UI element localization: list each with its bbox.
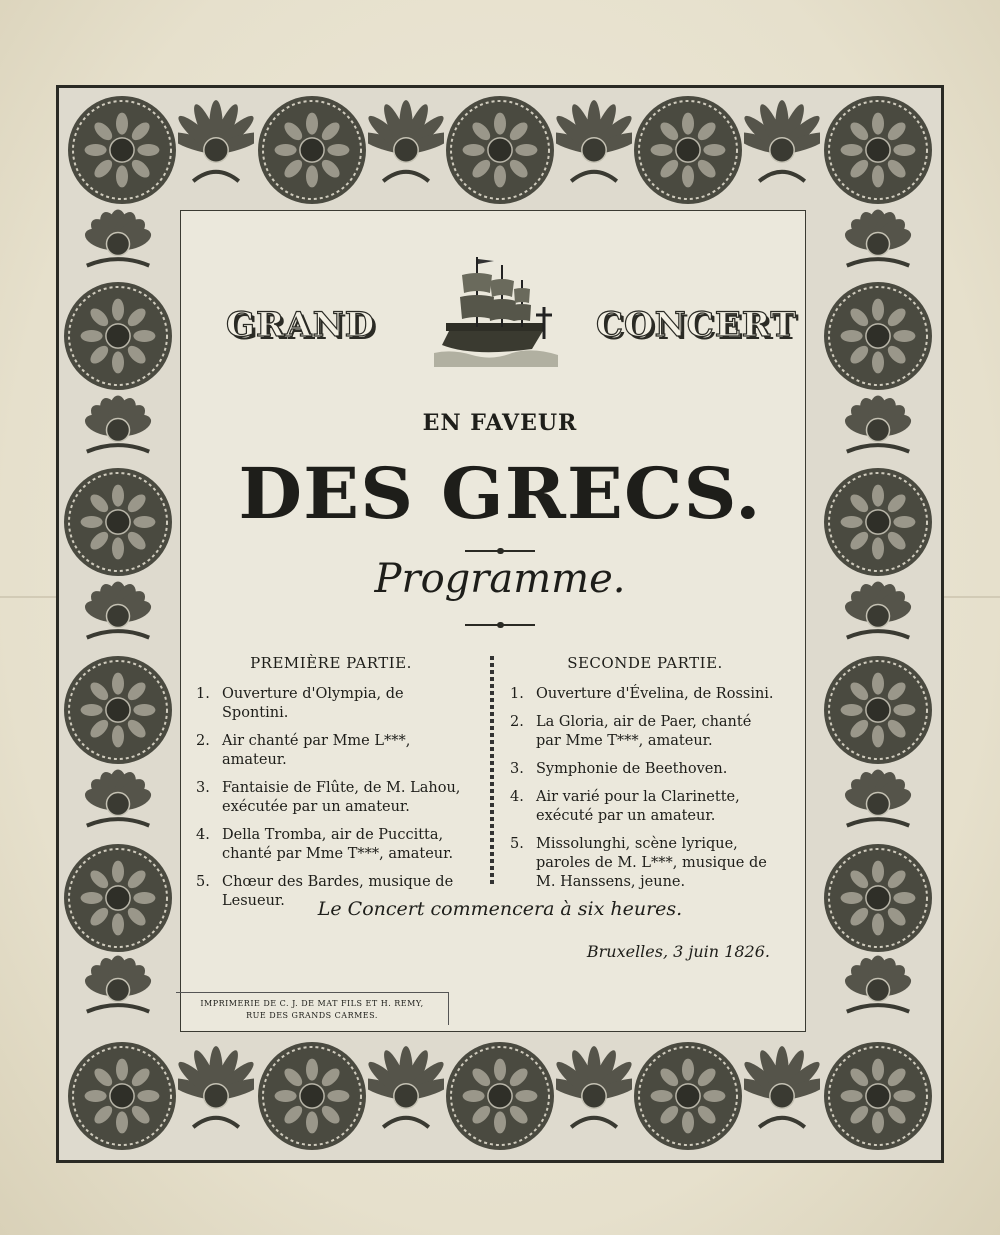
rosette-ornament (63, 655, 173, 765)
palmette-ornament (826, 208, 930, 280)
rosette-ornament (823, 1041, 933, 1151)
title-concert: CONCERT (596, 305, 797, 345)
start-time-note: Le Concert commencera à six heures. (317, 898, 683, 920)
headline-des-grecs: DES GRECS. (238, 452, 762, 535)
rosette-ornament (823, 95, 933, 205)
program-item: 5. Chœur des Bardes, musique de Lesueur. (196, 874, 454, 909)
program-item: 3. Symphonie de Beethoven. (510, 761, 728, 777)
programme-heading: Programme. (374, 556, 626, 602)
rosette-ornament (823, 655, 933, 765)
rosette-ornament (633, 1041, 743, 1151)
program-item: 4. Della Tromba, air de Puccitta, chanté par Mme T***, amateur. (196, 827, 454, 862)
place-date: Bruxelles, 3 juin 1826. (586, 942, 770, 961)
palmette-ornament (178, 98, 254, 202)
rosette-ornament (633, 95, 743, 205)
palmette-ornament (66, 208, 170, 280)
rosette-ornament (67, 95, 177, 205)
palmette-ornament (66, 768, 170, 840)
column-divider (487, 656, 497, 884)
program-item: 4. Air varié pour la Clarinette, exécuté par un amateur. (510, 789, 740, 824)
program-item: 1. Ouverture d'Olympia, de Spontini. (196, 686, 404, 721)
palmette-ornament (556, 98, 632, 202)
palmette-ornament (556, 1044, 632, 1148)
palmette-ornament (178, 1044, 254, 1148)
divider-rule (465, 550, 535, 552)
ship-vignette (432, 245, 562, 384)
seconde-partie (510, 654, 780, 901)
rosette-ornament (445, 1041, 555, 1151)
palmette-ornament (744, 98, 820, 202)
palmette-ornament (368, 1044, 444, 1148)
palmette-ornament (826, 954, 930, 1026)
program-item: 3. Fantaisie de Flûte, de M. Lahou, exécutée par un amateur. (196, 780, 461, 815)
imprint-line: IMPRIMERIE DE C. J. DE MAT FILS ET H. REMY, (200, 999, 424, 1008)
program-item: 1. Ouverture d'Évelina, de Rossini. (510, 686, 774, 702)
palmette-ornament (744, 1044, 820, 1148)
program-item: 5. Missolunghi, scène lyrique, paroles de M. L***, musique de M. Hanssens, jeune. (510, 836, 767, 890)
part-heading: PREMIÈRE PARTIE. (250, 654, 412, 672)
subtitle-en-faveur: EN FAVEUR (422, 410, 578, 436)
rosette-ornament (257, 1041, 367, 1151)
rosette-ornament (823, 281, 933, 391)
divider-rule (465, 624, 535, 626)
printer-imprint (176, 998, 448, 1022)
ship-icon (432, 245, 562, 380)
rosette-ornament (257, 95, 367, 205)
program-item: 2. Air chanté par Mme L***, amateur. (196, 733, 411, 768)
palmette-ornament (368, 98, 444, 202)
palmette-ornament (66, 954, 170, 1026)
premiere-partie (196, 654, 466, 920)
part-heading: SECONDE PARTIE. (567, 654, 723, 672)
rosette-ornament (445, 95, 555, 205)
title-grand: GRAND (226, 305, 376, 345)
rosette-ornament (67, 1041, 177, 1151)
imprint-line: RUE DES GRANDS CARMES. (246, 1011, 378, 1020)
palmette-ornament (826, 768, 930, 840)
program-item: 2. La Gloria, air de Paer, chanté par Mme T***, amateur. (510, 714, 752, 749)
rosette-ornament (63, 281, 173, 391)
